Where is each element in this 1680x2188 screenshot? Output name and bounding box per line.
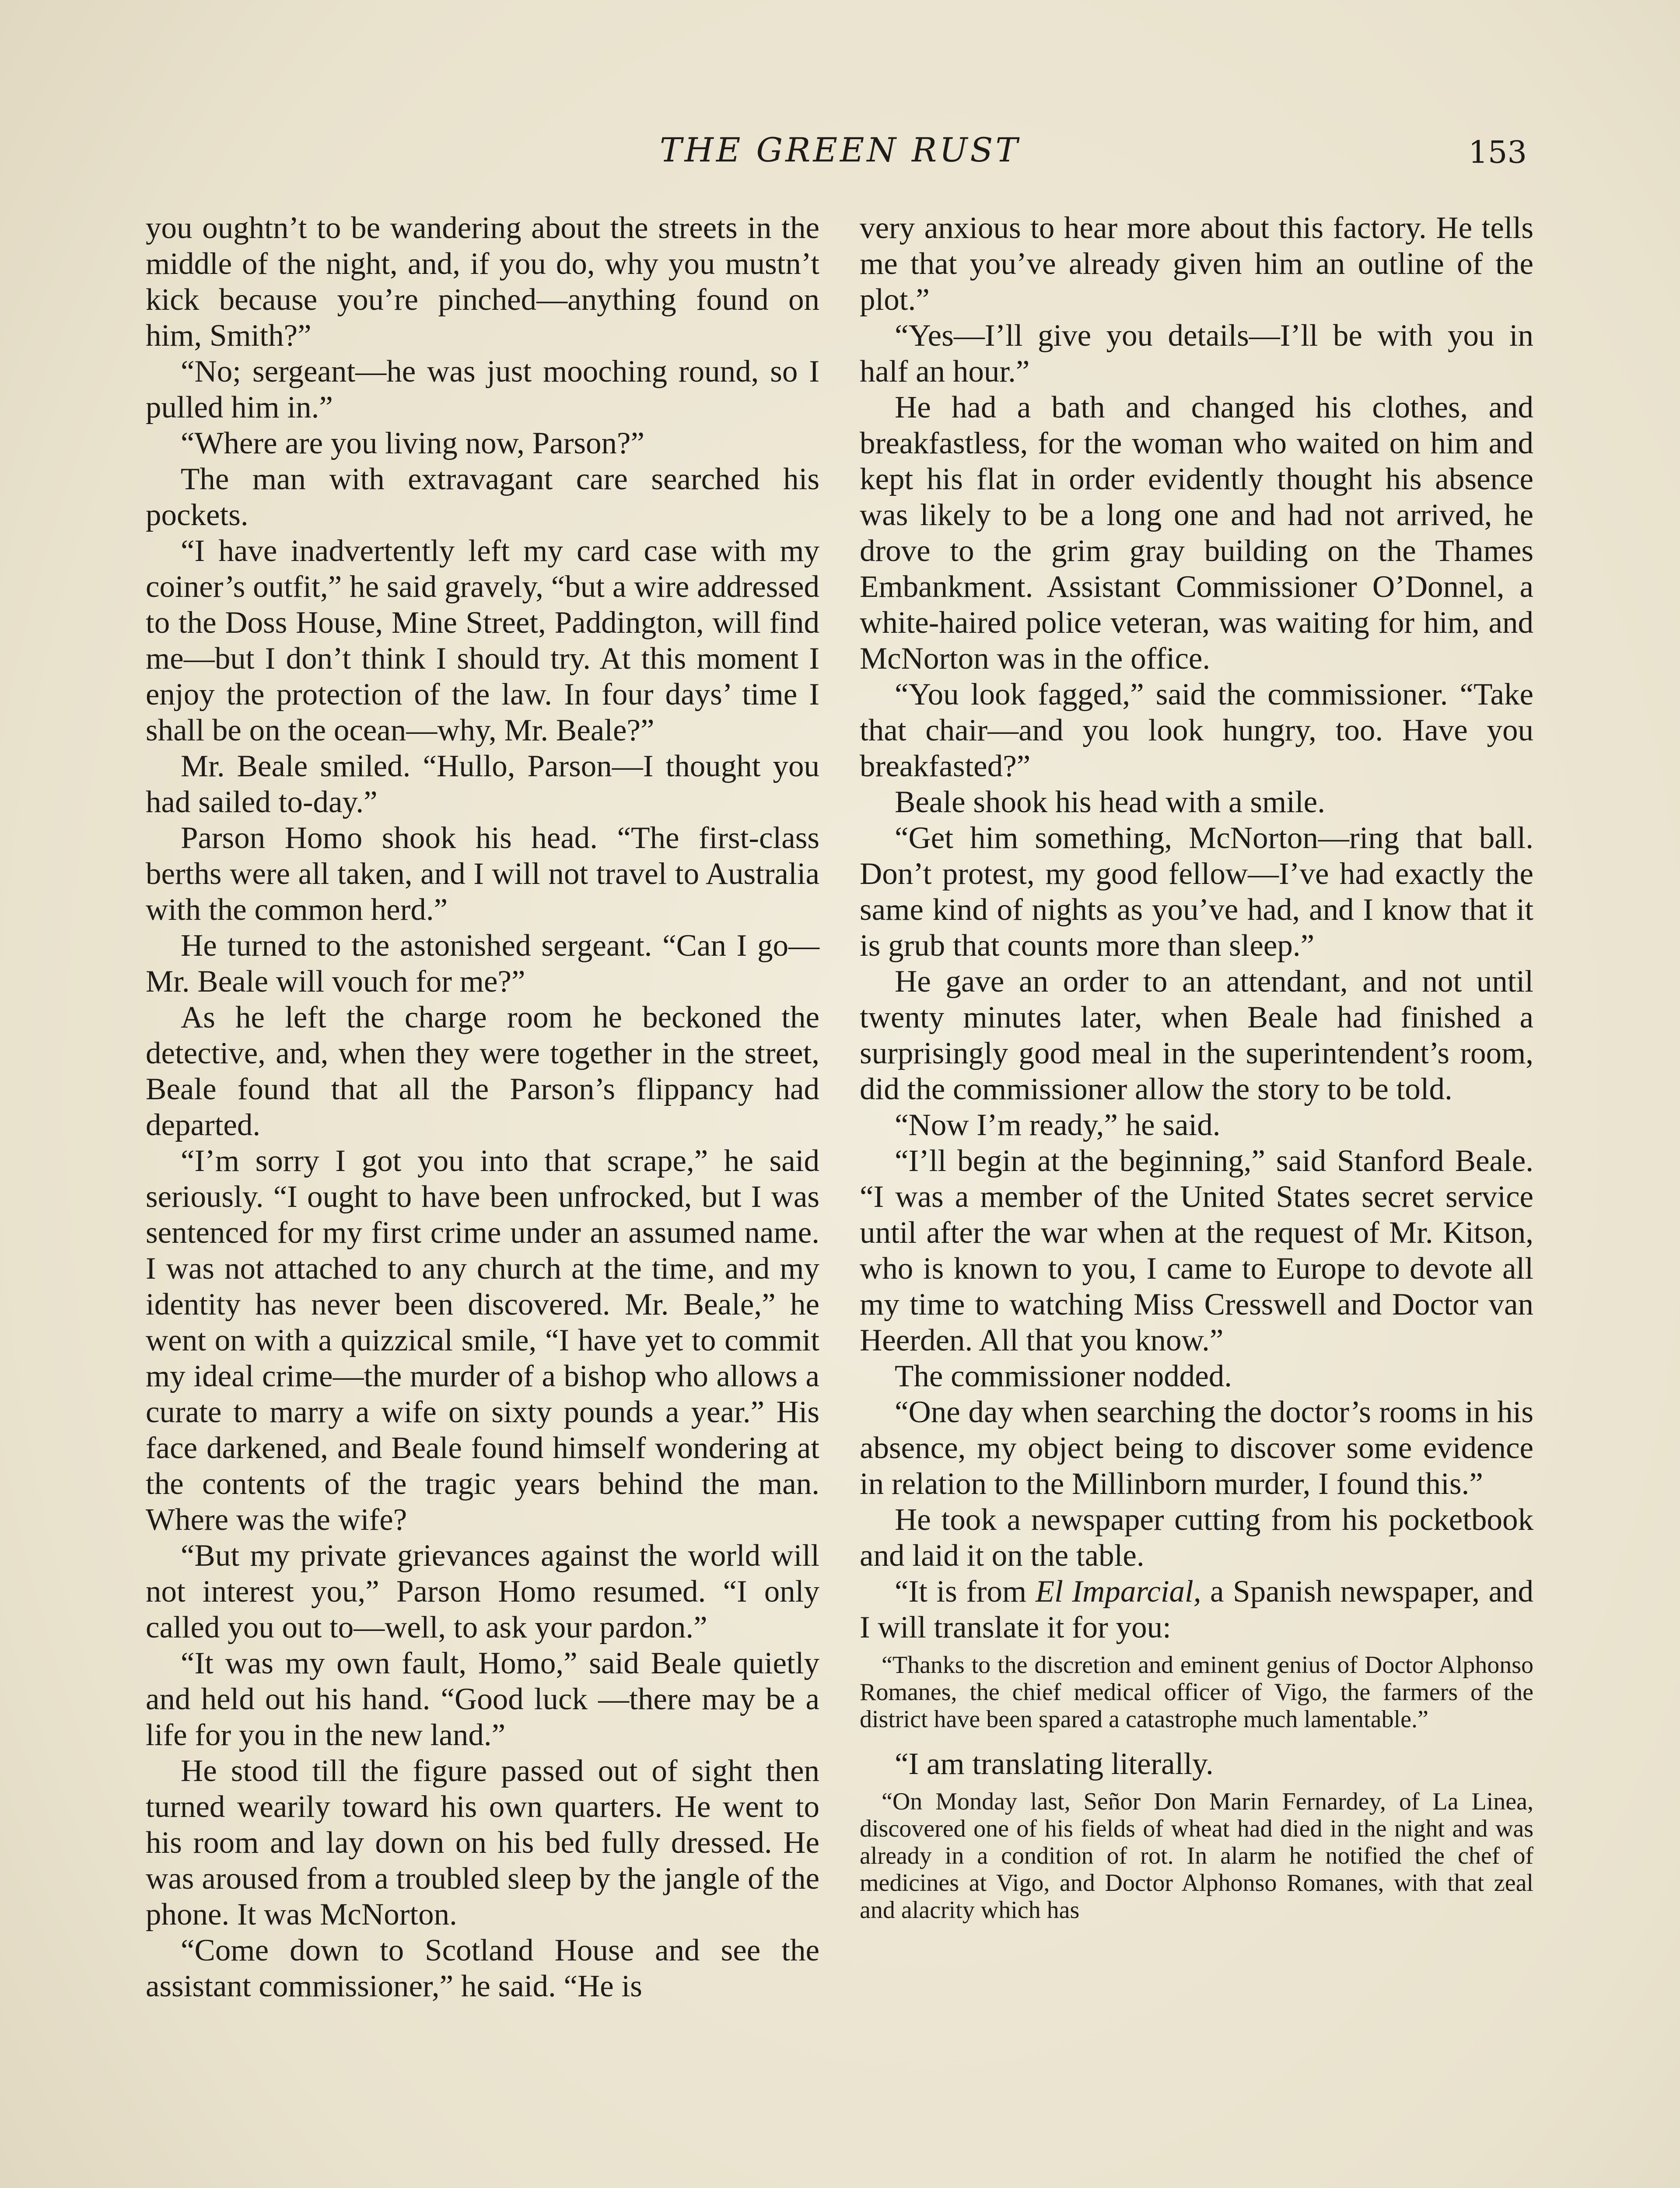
left-column — [146, 210, 819, 2004]
running-head: THE GREEN RUST — [659, 130, 1021, 169]
paragraph: you oughtn’t to be wandering about the streets in the middle of the night, and, if you do, why you mustn’t kick because you’re pinched—anything found on him, Smith?” — [146, 211, 819, 353]
paragraph: The commissioner nodded. — [895, 1359, 1232, 1393]
paragraph: Mr. Beale smiled. “Hullo, Parson—I thought you had sailed to-day.” — [146, 749, 819, 819]
paragraph: “Where are you living now, Parson?” — [181, 426, 645, 460]
paragraph: “No; sergeant—he was just mooching round, so I pulled him in.” — [146, 354, 819, 424]
paragraph: He had a bath and changed his clothes, and breakfastless, for the woman who waited on him and kept his flat in order evidently thought his absence was likely to be a long one and had not arrived, he drove to the grim gray building on the Thames Embankment. Assistant Commissioner O’Donnel, a white-haired police veteran, was waiting for him, and McNorton was in the office. — [860, 390, 1533, 676]
paragraph: Parson Homo shook his head. “The first-class berths were all taken, and I will not travel to Australia with the common herd.” — [146, 821, 819, 927]
source-intro-before: “It is from — [895, 1574, 1036, 1609]
paragraph: “You look fagged,” said the commissioner. “Take that chair—and you look hungry, too. Have you breakfasted?” — [860, 677, 1533, 783]
page-number: 153 — [1468, 134, 1527, 170]
paragraph: He turned to the astonished sergeant. “Can I go—Mr. Beale will vouch for me?” — [146, 929, 819, 999]
paragraph: “Now I’m ready,” he said. — [895, 1108, 1221, 1142]
paragraph: He gave an order to an attendant, and not until twenty minutes later, when Beale had finished a surprisingly good meal in the superintendent’s room, did the commissioner allow the story to be told. — [860, 964, 1533, 1106]
source-intro-after: a Spanish newspaper, and I will translate it for you: — [860, 1574, 1533, 1645]
paragraph: “Come down to Scotland House and see the assistant commissioner,” he said. “He is — [146, 1933, 819, 2003]
paragraph: He stood till the figure passed out of sight then turned wearily toward his own quarters. He went to his room and lay down on his bed fully dressed. He was aroused from a troubled sleep by the jangle of the phone. It was McNorton. — [146, 1754, 819, 1932]
newspaper-quote-1: “Thanks to the discretion and eminent genius of Doctor Alphonso Romanes, the chief medical officer of Vigo, the farmers of the district have been spared a catastrophe much lamentable.” — [860, 1652, 1533, 1733]
right-column — [860, 210, 1533, 1937]
paragraph: very anxious to hear more about this factory. He tells me that you’ve already given him an outline of the plot.” — [860, 211, 1533, 317]
newspaper-name: El Imparcial, — [1035, 1574, 1201, 1609]
paragraph: “I’m sorry I got you into that scrape,” he said seriously. “I ought to have been unfrocked, but I was sentenced for my first crime under an assumed name. I was not attached to any church at the time, and my identity has never been discovered. Mr. Beale,” he went on with a quizzical smile, “I have yet to commit my ideal crime—the murder of a bishop who allows a curate to marry a wife on sixty pounds a year.” His face darkened, and Beale found himself wondering at the contents of the tragic years behind the man. Where was the wife? — [146, 1144, 819, 1537]
paragraph: The man with extravagant care searched his pockets. — [146, 462, 819, 532]
paragraph: “I’ll begin at the beginning,” said Stanford Beale. “I was a member of the United States secret service until after the war when at the request of Mr. Kitson, who is known to you, I came to Europe to devote all my time to watching Miss Cresswell and Doctor van Heerden. All that you know.” — [860, 1144, 1533, 1357]
paragraph: “Get him something, McNorton—ring that ball. Don’t protest, my good fellow—I’ve had exactly the same kind of nights as you’ve had, and I know that it is grub that counts more than sleep.” — [860, 821, 1533, 963]
paragraph: “I have inadvertently left my card case with my coiner’s outfit,” he said gravely, “but a wire addressed to the Doss House, Mine Street, Paddington, will find me—but I don’t think I should try. At this moment I enjoy the protection of the law. In four days’ time I shall be on the ocean—why, Mr. Beale?” — [146, 534, 819, 747]
paragraph: “Yes—I’ll give you details—I’ll be with you in half an hour.” — [860, 319, 1533, 389]
paragraph: “It was my own fault, Homo,” said Beale quietly and held out his hand. “Good luck —there may be a life for you in the new land.” — [146, 1646, 819, 1752]
source-paragraph — [860, 1574, 1533, 1645]
paragraph: “But my private grievances against the world will not interest you,” Parson Homo resumed. “I only called you out to—well, to ask your pardon.” — [146, 1539, 819, 1645]
newspaper-quote-2: “On Monday last, Señor Don Marin Fernardey, of La Linea, discovered one of his fields of wheat had died in the night and was already in a condition of rot. In alarm he notified the chef of medicines at Vigo, and Doctor Alphonso Romanes, with that zeal and alacrity which has — [860, 1788, 1533, 1924]
paragraph: “One day when searching the doctor’s rooms in his absence, my object being to discover some evidence in relation to the Millinborn murder, I found this.” — [860, 1395, 1533, 1501]
paragraph: As he left the charge room he beckoned the detective, and, when they were together in the street, Beale found that all the Parson’s flippancy had departed. — [146, 1000, 819, 1142]
translating-note: “I am translating literally. — [895, 1747, 1214, 1781]
paragraph: He took a newspaper cutting from his pocketbook and laid it on the table. — [860, 1503, 1533, 1573]
paragraph: Beale shook his head with a smile. — [895, 785, 1325, 819]
